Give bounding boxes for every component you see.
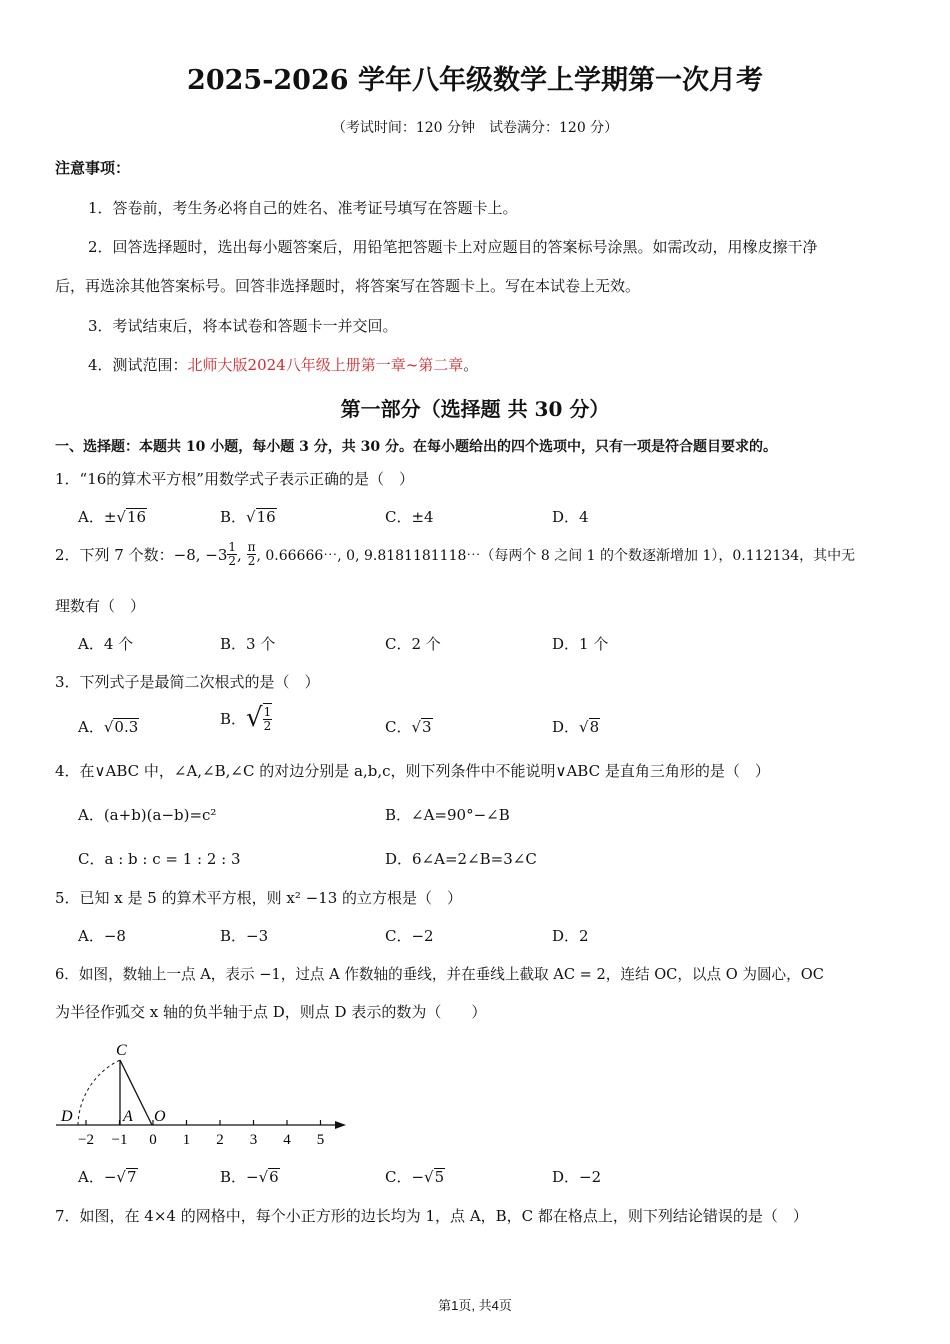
q4-stem: 4．在∨ABC 中，∠A,∠B,∠C 的对边分别是 a,b,c，则下列条件中不能说明∨ABC 是直角三角形的是（ ）: [55, 762, 770, 780]
q5-option-d: D．2: [552, 927, 589, 945]
note-2-line1: 2．回答选择题时，选出每小题答案后，用铅笔把答题卡上对应题目的答案标号涂黑。如需改动，用橡皮擦干净: [88, 238, 818, 256]
note-2-line2: 后，再选涂其他答案标号。回答非选择题时，将答案写在答题卡上。写在本试卷上无效。: [55, 277, 641, 295]
q6-option-d: D．−2: [552, 1168, 602, 1186]
tick-label: −2: [78, 1132, 94, 1148]
q6-option-a: A．−√7: [78, 1168, 137, 1186]
tick-label: 1: [182, 1132, 191, 1148]
test-scope: 北师大版2024八年级上册第一章~第二章: [187, 356, 464, 374]
note-4: [88, 354, 478, 375]
q2-option-d: D．1 个: [552, 635, 609, 653]
q5-option-a: A．−8: [78, 927, 126, 945]
q3-stem: 3．下列式子是最简二次根式的是（ ）: [55, 673, 320, 691]
q6-stem-line2: 为半径作弧交 x 轴的负半轴于点 D，则点 D 表示的数为（ ）: [55, 1003, 487, 1021]
note-4-suffix: 。: [463, 356, 479, 374]
q3-option-d: D．√8: [552, 718, 600, 736]
label-d: D: [61, 1108, 73, 1125]
tick-label: −1: [111, 1132, 128, 1148]
notes-heading: 注意事项：: [55, 159, 131, 177]
q6-option-b: B．−√6: [220, 1168, 279, 1186]
page-footer: 第1页, 共4页: [438, 1298, 512, 1313]
q4-option-c: C．a : b : c = 1 : 2 : 3: [78, 850, 241, 868]
q2-pi-fraction: $\frac{\pi}{2}$: [247, 540, 256, 568]
q3-option-c: C．√3: [385, 718, 432, 736]
q1-option-a: A．±√16: [78, 508, 147, 526]
arc-dc: [78, 1060, 120, 1125]
q6-stem-line1: 6．如图，数轴上一点 A，表示 −1，过点 A 作数轴的垂线，并在垂线上截取 AC = 2，连结 OC，以点 O 为圆心，OC: [55, 966, 824, 983]
q2-option-b: B．3 个: [220, 635, 276, 653]
q5-stem: 5．已知 x 是 5 的算术平方根，则 x² −13 的立方根是（ ）: [55, 889, 463, 907]
note-3: 3．考试结束后，将本试卷和答题卡一并交回。: [88, 317, 398, 335]
label-c: C: [116, 1042, 127, 1059]
section-instruction: 一、选择题：本题共 10 小题，每小题 3 分，共 30 分。在每小题给出的四个选项中，只有一项是符合题目要求的。: [55, 439, 777, 455]
tick-label: 0: [149, 1132, 157, 1148]
q2-option-a: A．4 个: [78, 635, 134, 653]
q2-stem: 2．下列 7 个数：−8, −3 $\frac{1}{2}$ , $\frac{\pi}{2}$ , 0.66666⋯, 0, 9.8181181118⋯（每两个 8 之间 1 的个数逐渐增加 1），0.112134，其中无: [55, 540, 856, 568]
q4-option-d: D．6∠A=2∠B=3∠C: [385, 850, 537, 868]
tick-label: 2: [216, 1132, 224, 1148]
q1-stem: 1．“16的算术平方根”用数学式子表示正确的是（ ）: [55, 470, 414, 488]
tick-label: 5: [316, 1132, 325, 1148]
number-line-figure: [50, 1035, 360, 1150]
q6-option-c: C．−√5: [385, 1168, 445, 1186]
q1-option-d: D．4: [552, 508, 589, 526]
q2-stem-line2: 理数有（ ）: [55, 597, 146, 615]
q3-option-a: A．√0.3: [78, 718, 139, 736]
label-o: O: [154, 1108, 166, 1125]
tick-label: 4: [283, 1132, 291, 1148]
axis-arrow-icon: [335, 1121, 346, 1129]
note-1: 1．答卷前，考生务必将自己的姓名、准考证号填写在答题卡上。: [88, 199, 518, 217]
page-title: 2025-2026 学年八年级数学上学期第一次月考: [187, 65, 763, 96]
q2-option-c: C．2 个: [385, 635, 441, 653]
label-a: A: [123, 1108, 133, 1125]
q2-mixed-fraction: $\frac{1}{2}$: [228, 540, 237, 568]
q4-option-b: B．∠A=90°−∠B: [385, 806, 510, 824]
section-title: 第一部分（选择题 共 30 分）: [340, 397, 610, 421]
q5-option-b: B．−3: [220, 927, 269, 945]
q3-option-b: B． √ $\frac{1}{2}$: [220, 703, 272, 733]
q5-option-c: C．−2: [385, 927, 434, 945]
q4-option-a: A．(a+b)(a−b)=c²: [78, 806, 217, 824]
q7-stem: 7．如图，在 4×4 的网格中，每个小正方形的边长均为 1，点 A，B，C 都在格点上，则下列结论错误的是（ ）: [55, 1207, 808, 1225]
q1-option-c: C．±4: [385, 508, 434, 526]
tick-label: 3: [249, 1132, 258, 1148]
exam-info: （考试时间：120 分钟 试卷满分：120 分）: [331, 120, 619, 136]
note-4-prefix: 4．测试范围：: [88, 356, 188, 374]
q1-option-b: B．√16: [220, 508, 276, 526]
